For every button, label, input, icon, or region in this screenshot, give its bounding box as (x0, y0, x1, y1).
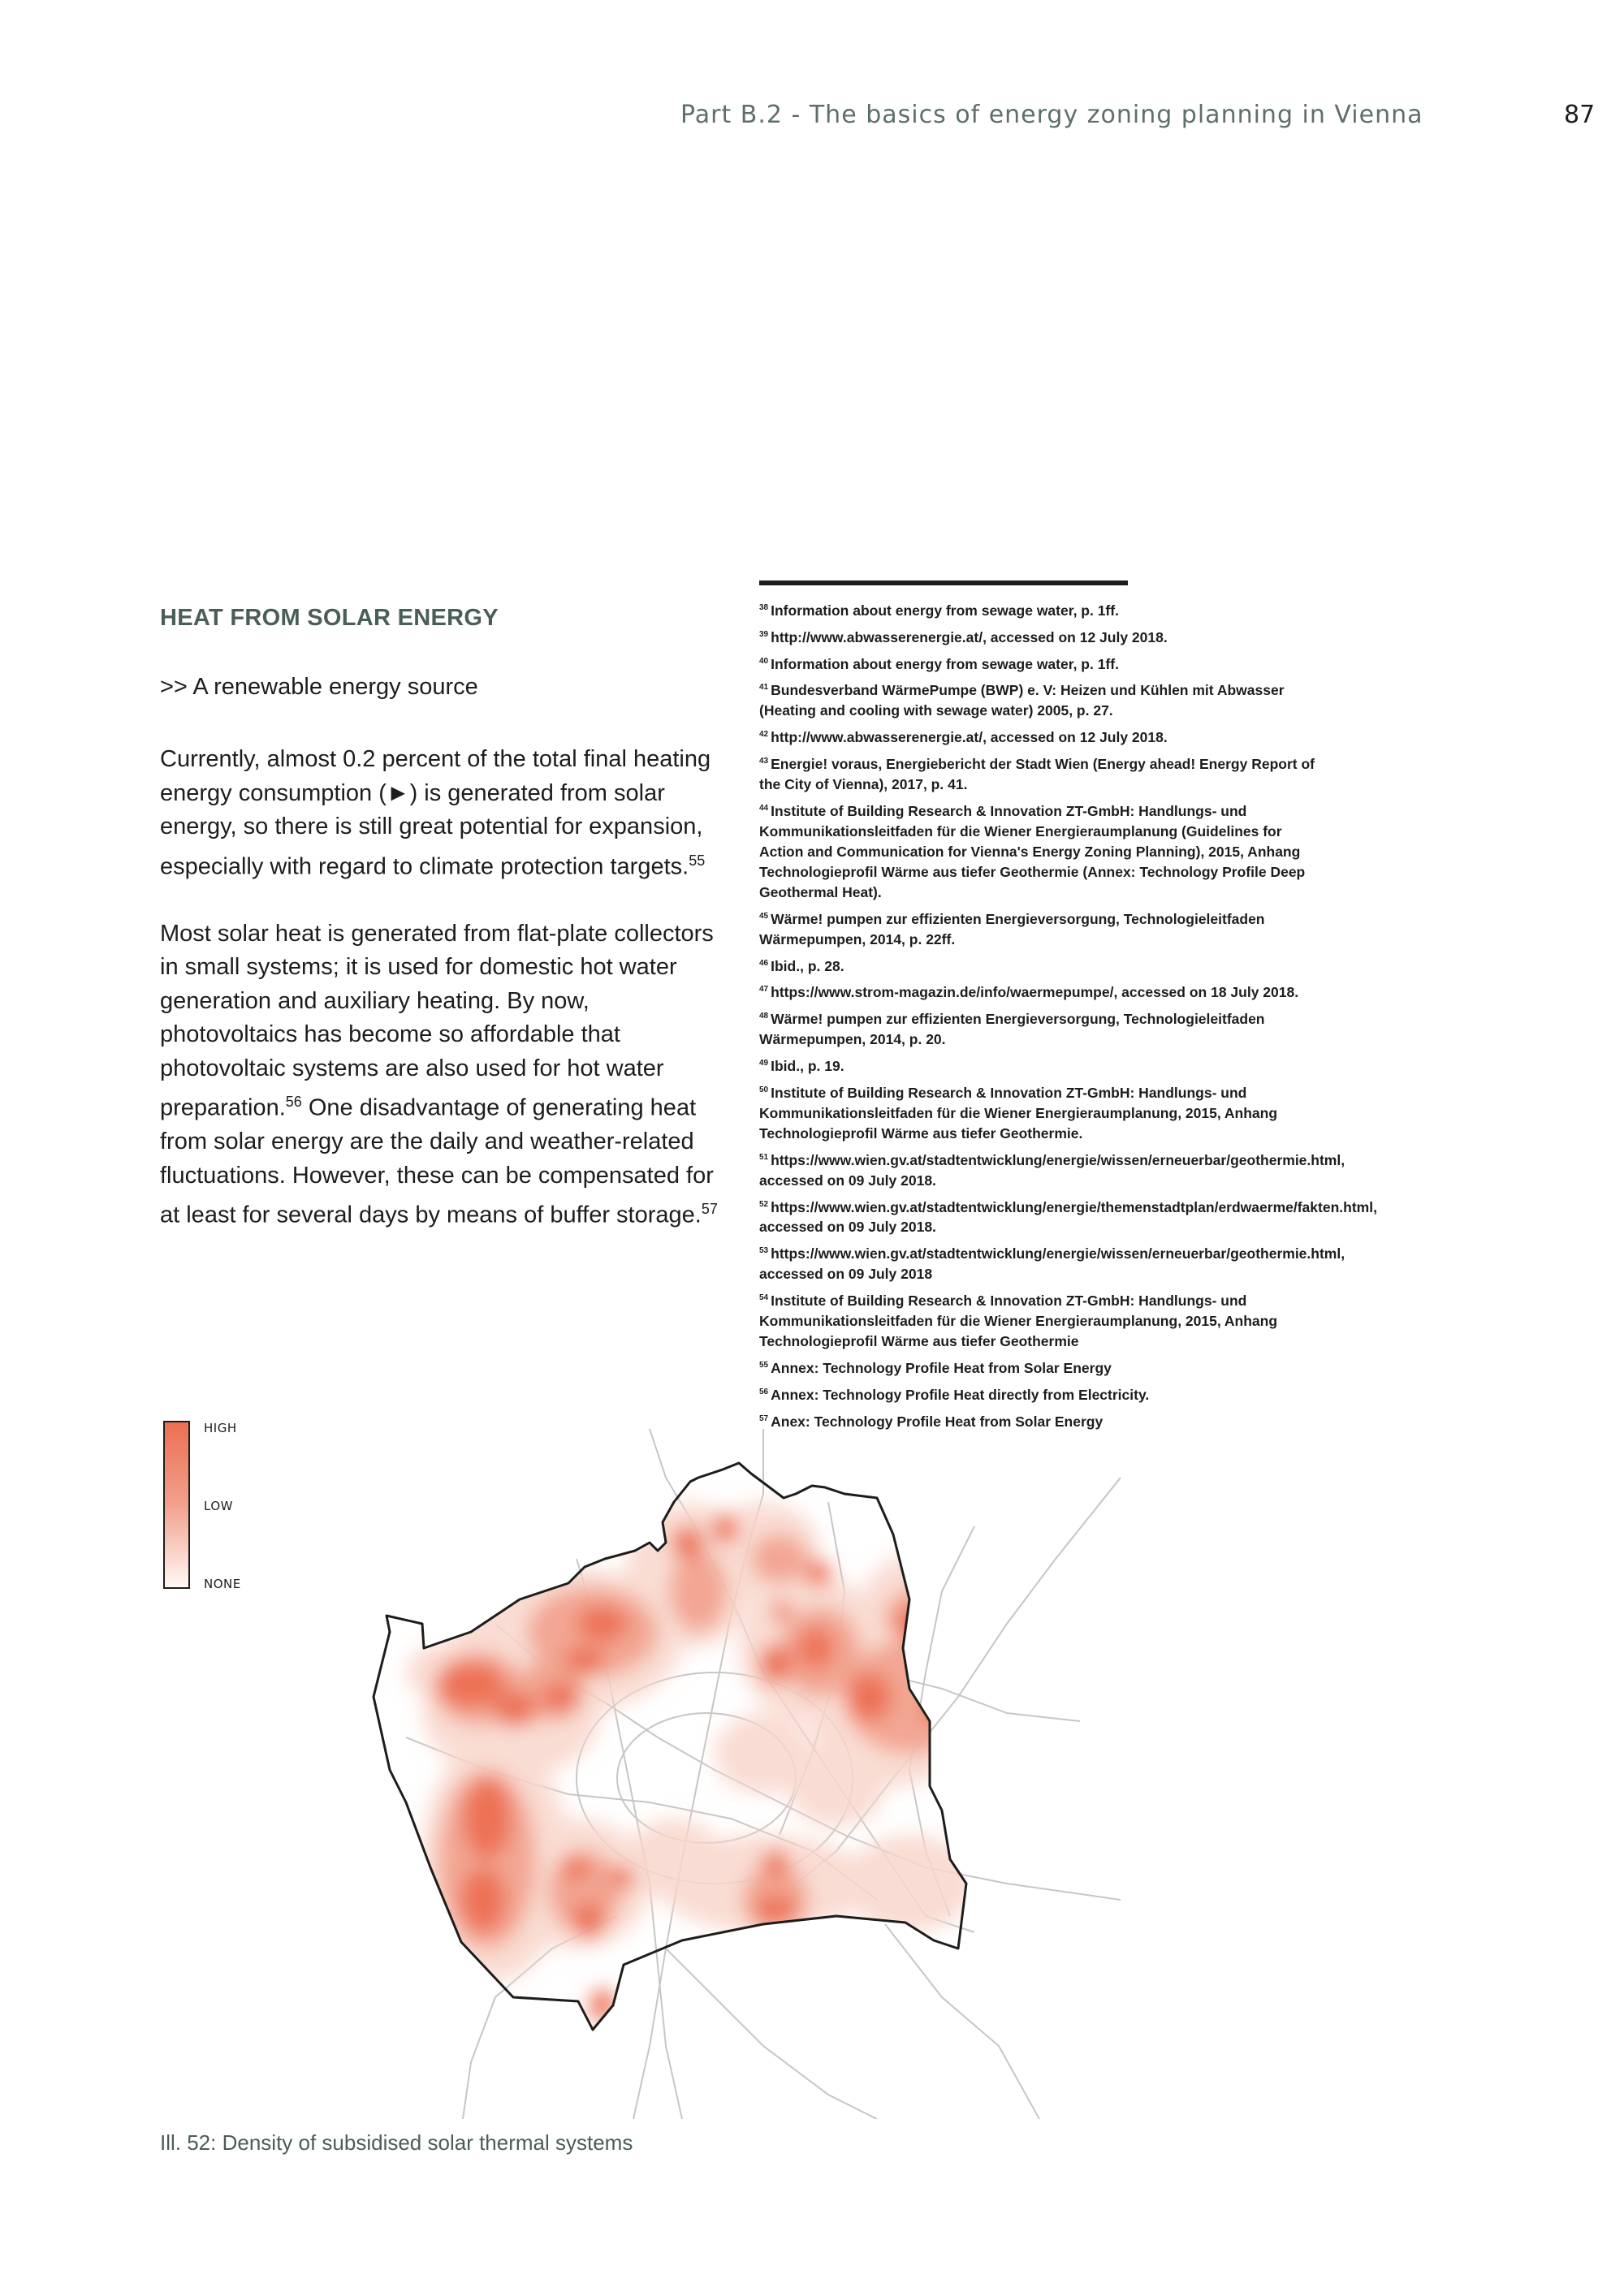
footnote-text: http://www.abwasserenergie.at/, accessed on 12 July 2018. (771, 729, 1168, 746)
footnote-text: Annex: Technology Profile Heat from Solar Energy (771, 1359, 1112, 1376)
footnote-number: 56 (759, 1387, 769, 1396)
paragraph-2-text-a: Most solar heat is generated from flat-plate collectors in small systems; it is used for domestic hot water generation and auxiliary heating. By now, photovoltaics has become so affordable that photovoltaic systems are also used for hot water preparation. (160, 920, 714, 1121)
footnote (759, 1147, 1345, 1191)
footnote-ref-57[interactable]: 57 (701, 1201, 718, 1218)
footnote (759, 953, 1328, 977)
footnote-text: Institute of Building Research & Innovation ZT-GmbH: Handlungs- und Kommunikationsleitfaden für die Wiener Energieraumplanung, 2015, Anhang Technologieprofil Wärme aus tiefer Geothermie (759, 1293, 1278, 1350)
footnote-number: 51 (759, 1152, 769, 1162)
footnote-list (759, 598, 1377, 1435)
footnote (759, 798, 1328, 903)
footnote-text: http://www.abwasserenergie.at/, accessed on 12 July 2018. (771, 628, 1168, 645)
footnote (759, 651, 1328, 675)
footnote-divider (759, 580, 1128, 585)
footnote (759, 677, 1328, 721)
footnote-number: 41 (759, 683, 769, 693)
footnote (759, 1053, 1328, 1077)
footnote (759, 1194, 1377, 1238)
footnote-number: 54 (759, 1293, 769, 1303)
running-title: Part B.2 - The basics of energy zoning planning in Vienna (680, 101, 1423, 129)
footnote-number: 44 (759, 803, 769, 813)
footnote-text: Ibid., p. 19. (771, 1057, 844, 1074)
footnote-ref-55[interactable]: 55 (689, 852, 706, 869)
footnote-text: Ibid., p. 28. (771, 957, 844, 974)
vienna-density-map (309, 1429, 1137, 2119)
legend-gradient-bar (163, 1421, 190, 1589)
footnote-text: Energie! voraus, Energiebericht der Stadt Wien (Energy ahead! Energy Report of the City of Vienna), 2017, p. 41. (759, 755, 1315, 792)
footnote (759, 624, 1328, 648)
footnote (759, 1080, 1328, 1144)
body-paragraph-2 (160, 917, 728, 1233)
footnote-number: 55 (759, 1361, 769, 1370)
legend-label-none: NONE (204, 1577, 241, 1591)
section-heading: HEAT FROM SOLAR ENERGY (160, 605, 499, 631)
legend-label-low: LOW (204, 1499, 233, 1513)
footnote (759, 751, 1328, 795)
footnote-number: 49 (759, 1059, 769, 1068)
footnote-number: 39 (759, 629, 769, 639)
footnote-number: 53 (759, 1246, 769, 1256)
footnote (759, 979, 1328, 1003)
page-number: 87 (1564, 101, 1596, 129)
footnote-text: Wärme! pumpen zur effizienten Energieversorgung, Technologieleitfaden Wärmepumpen, 2014, p. 22ff. (759, 910, 1265, 947)
footnote-text: Institute of Building Research & Innovation ZT-GmbH: Handlungs- und Kommunikationsleitfaden für die Wiener Energieraumplanung (Guidelines for Action and Communication for Vienna's Energy Zoning Planning), 2015, Anhang Technologieprofil Wärme aus tiefer Geothermie (Annex: Technology Profile Deep Geothermal Heat). (759, 802, 1306, 900)
footnote (759, 1006, 1328, 1050)
footnote-text: https://www.wien.gv.at/stadtentwicklung/energie/wissen/erneuerbar/geothermie.html, accessed on 09 July 2018. (759, 1151, 1345, 1189)
footnote (759, 1355, 1328, 1379)
footnote-ref-56[interactable]: 56 (285, 1094, 302, 1111)
footnote-text: https://www.strom-magazin.de/info/waermepumpe/, accessed on 18 July 2018. (771, 984, 1299, 1001)
body-paragraph-1 (160, 743, 728, 884)
footnote-text: https://www.wien.gv.at/stadtentwicklung/energie/themenstadtplan/erdwaerme/fakten.html, accessed on 09 July 2018. (759, 1198, 1377, 1236)
section-kicker: >> A renewable energy source (160, 674, 478, 700)
footnote-number: 50 (759, 1085, 769, 1094)
legend-label-high: HIGH (204, 1421, 237, 1435)
figure-caption: Ill. 52: Density of subsidised solar thermal systems (160, 2130, 633, 2155)
footnote (759, 1241, 1345, 1284)
paragraph-1-text: Currently, almost 0.2 percent of the total final heating energy consumption (►) is generated from solar energy, so there is still great potential for expansion, especially with regard to climate protection targets. (160, 746, 711, 880)
footnote (759, 598, 1328, 621)
main-text-column (160, 605, 728, 1266)
footnote-number: 47 (759, 985, 769, 995)
footnote-number: 52 (759, 1199, 769, 1209)
footnote-text: Wärme! pumpen zur effizienten Energieversorgung, Technologieleitfaden Wärmepumpen, 2014, p. 20. (759, 1011, 1265, 1048)
footnote-text: Bundesverband WärmePumpe (BWP) e. V: Heizen und Kühlen mit Abwasser (Heating and cooling with sewage water) 2005, p. 27. (759, 682, 1285, 719)
footnote-number: 38 (759, 603, 769, 612)
footnote-text: https://www.wien.gv.at/stadtentwicklung/energie/wissen/erneuerbar/geothermie.html, accessed on 09 July 2018 (759, 1245, 1345, 1283)
footnote-text: Information about energy from sewage water, p. 1ff. (771, 602, 1119, 619)
footnote-number: 42 (759, 730, 769, 740)
footnote-text: Information about energy from sewage water, p. 1ff. (771, 655, 1119, 672)
footnote (759, 906, 1328, 950)
footnote-text: Annex: Technology Profile Heat directly from Electricity. (771, 1386, 1150, 1403)
footnote-number: 57 (759, 1413, 769, 1423)
footnote-number: 45 (759, 911, 769, 921)
footnote-number: 43 (759, 757, 769, 766)
footnote-text: Institute of Building Research & Innovation ZT-GmbH: Handlungs- und Kommunikationsleitfaden für die Wiener Energieraumplanung, 2015, Anhang Technologieprofil Wärme aus tiefer Geothermie. (759, 1084, 1278, 1142)
footnote-number: 46 (759, 958, 769, 968)
paragraph-2-text-b: One disadvantage of generating heat from solar energy are the daily and weather-related fluctuations. However, these can be compensated for at least for several days by means of buffer storage. (160, 1094, 714, 1228)
footnote (759, 1288, 1328, 1352)
footnote-number: 48 (759, 1012, 769, 1021)
footnote-text: Anex: Technology Profile Heat from Solar Energy (771, 1413, 1104, 1430)
density-heatmap (406, 1502, 1002, 2022)
footnote (759, 724, 1328, 748)
footnote (759, 1382, 1328, 1405)
footnote-number: 40 (759, 656, 769, 666)
